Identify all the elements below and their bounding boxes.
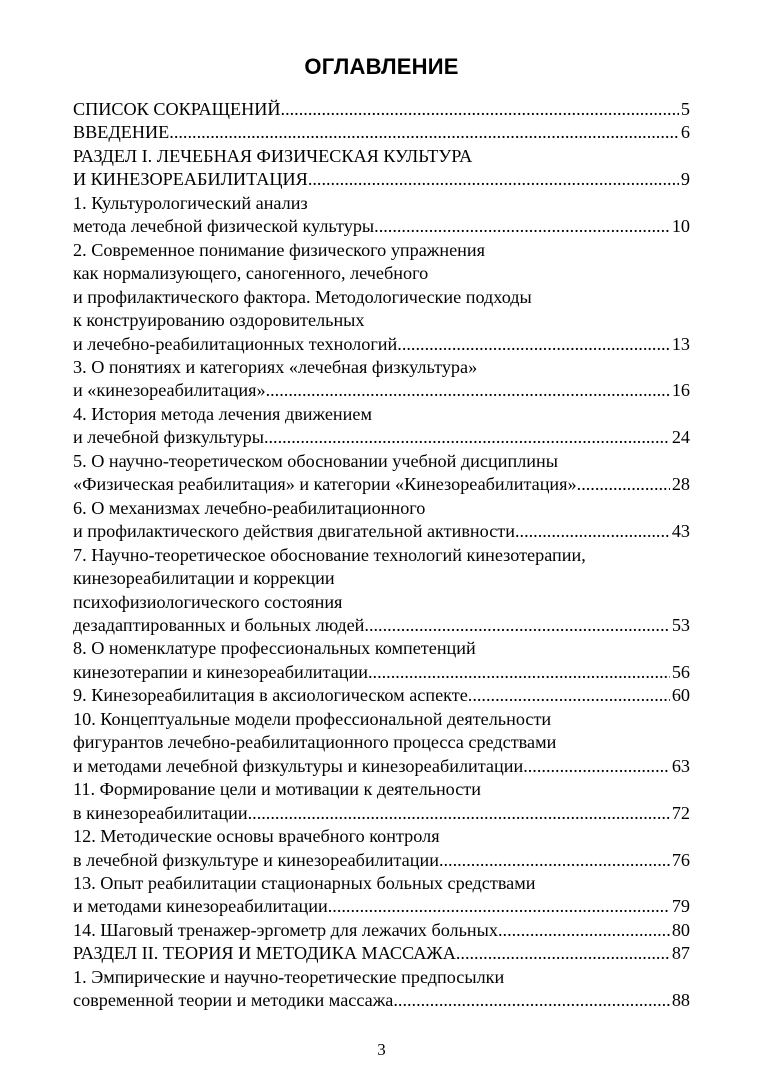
toc-page-number: 10 [671, 216, 690, 237]
dot-leader [468, 684, 670, 707]
toc-page-number: 56 [671, 661, 690, 682]
toc-page-number: 9 [680, 169, 690, 190]
dot-leader [169, 121, 679, 144]
toc-entry [73, 825, 690, 872]
toc-entry-line: и лечебно-реабилитационных технологий [73, 333, 398, 354]
toc-entry-line: и лечебной физкультуры [73, 427, 264, 448]
toc-page-number: 79 [671, 896, 690, 917]
dot-leader [515, 520, 670, 543]
toc-entry-line: РАЗДЕЛ I. ЛЕЧЕБНАЯ ФИЗИЧЕСКАЯ КУЛЬТУРА [73, 145, 473, 166]
toc-entry-last-line [73, 333, 690, 356]
toc-entry-last-line [73, 121, 690, 144]
toc-entry-line: 6. О механизмах лечебно-реабилитационного [73, 497, 426, 518]
toc-entry [73, 497, 690, 544]
toc-page-number: 13 [671, 333, 690, 354]
toc-page-number: 76 [671, 849, 690, 870]
page-number: 3 [377, 1040, 386, 1059]
toc-entry-last-line [73, 215, 690, 238]
dot-leader [498, 919, 670, 942]
toc-entry [73, 145, 690, 192]
toc-entry-line: к конструированию оздоровительных [73, 310, 365, 331]
toc-entry-line: И КИНЕЗОРЕАБИЛИТАЦИЯ [73, 169, 308, 190]
toc-entry-last-line [73, 168, 690, 191]
toc-entry-line: 3. О понятиях и категориях «лечебная физкультура» [73, 356, 478, 377]
toc-page-number: 53 [671, 614, 690, 635]
toc-entry-line: кинезотерапии и кинезореабилитации [73, 661, 368, 682]
toc-page-number: 43 [671, 521, 690, 542]
dot-leader [439, 849, 670, 872]
toc-entry-line: 12. Методические основы врачебного контроля [73, 826, 440, 847]
toc-entry-line: психофизиологического состояния [73, 591, 343, 612]
toc-page-number: 5 [680, 99, 690, 119]
toc-entry-last-line [73, 989, 690, 1012]
dot-leader [397, 333, 670, 356]
toc-entry-line: и «кинезореабилитация» [73, 380, 266, 401]
toc-page-number: 24 [671, 427, 690, 448]
page-title: ОГЛАВЛЕНИЕ [304, 54, 459, 79]
table-of-contents [73, 98, 690, 1013]
toc-entry [73, 450, 690, 497]
toc-entry-last-line [73, 849, 690, 872]
toc-entry-line: фигурантов лечебно-реабилитационного процесса средствами [73, 732, 557, 753]
dot-leader [266, 379, 670, 402]
toc-entry-last-line [73, 614, 690, 637]
toc-entry [73, 919, 690, 942]
toc-entry [73, 98, 690, 121]
toc-entry-line: 2. Современное понимание физического упражнения [73, 239, 486, 260]
toc-entry [73, 192, 690, 239]
toc-entry-line: 10. Концептуальные модели профессиональной деятельности [73, 708, 552, 729]
toc-entry-line: 5. О научно-теоретическом обосновании учебной дисциплины [73, 450, 558, 471]
dot-leader [523, 755, 670, 778]
toc-entry-line: 1. Культурологический анализ [73, 192, 308, 213]
toc-entry-last-line [73, 942, 690, 965]
toc-entry-line: РАЗДЕЛ II. ТЕОРИЯ И МЕТОДИКА МАССАЖА [73, 943, 456, 964]
toc-page-number: 28 [671, 474, 690, 495]
toc-entry [73, 684, 690, 707]
toc-entry-line: как нормализующего, саногенного, лечебного [73, 263, 429, 284]
toc-page-number: 16 [671, 380, 690, 401]
toc-entry-last-line [73, 520, 690, 543]
toc-entry-last-line [73, 473, 690, 496]
dot-leader [328, 895, 670, 918]
toc-entry [73, 403, 690, 450]
toc-entry-line: дезадаптированных и больных людей [73, 614, 365, 635]
toc-entry-last-line [73, 661, 690, 684]
toc-entry-line: 9. Кинезореабилитация в аксиологическом аспекте [73, 685, 468, 706]
toc-entry-line: кинезореабилитации и коррекции [73, 568, 335, 589]
toc-entry-last-line [73, 426, 690, 449]
dot-leader [393, 989, 669, 1012]
toc-entry-line: 4. История метода лечения движением [73, 403, 372, 424]
toc-entry-line: СПИСОК СОКРАЩЕНИЙ [73, 99, 281, 119]
toc-entry [73, 778, 690, 825]
toc-entry-line: ВВЕДЕНИЕ [73, 122, 170, 143]
toc-entry-line: и профилактического действия двигательной активности [73, 521, 515, 542]
dot-leader [308, 168, 679, 191]
toc-entry-last-line [73, 802, 690, 825]
dot-leader [364, 614, 669, 637]
toc-entry [73, 239, 690, 356]
toc-entry-line: в кинезореабилитации [73, 802, 248, 823]
toc-entry-last-line [73, 755, 690, 778]
toc-entry-line: 7. Научно-теоретическое обоснование технологий кинезотерапии, [73, 544, 586, 565]
toc-entry-line: и профилактического фактора. Методологические подходы [73, 286, 532, 307]
toc-page-number: 88 [671, 990, 690, 1011]
toc-entry [73, 121, 690, 144]
dot-leader [456, 942, 670, 965]
toc-page-number: 60 [671, 685, 690, 706]
dot-leader [248, 802, 670, 825]
toc-page-number: 87 [671, 943, 690, 964]
toc-entry-line: и методами кинезореабилитации [73, 896, 328, 917]
toc-entry-last-line [73, 379, 690, 402]
toc-entry-line: «Физическая реабилитация» и категории «Кинезореабилитация» [73, 474, 577, 495]
dot-leader [281, 98, 679, 121]
toc-entry [73, 966, 690, 1013]
toc-entry [73, 356, 690, 403]
toc-page-number: 80 [671, 919, 690, 940]
toc-entry-line: 8. О номенклатуре профессиональных компетенций [73, 638, 476, 659]
toc-entry-line: 13. Опыт реабилитации стационарных больных средствами [73, 872, 536, 893]
toc-entry-line: 14. Шаговый тренажер-эргометр для лежачих больных [73, 919, 498, 940]
dot-leader [577, 473, 670, 496]
toc-entry-line: в лечебной физкультуре и кинезореабилитации [73, 849, 439, 870]
toc-entry-line: 1. Эмпирические и научно-теоретические предпосылки [73, 966, 505, 987]
toc-entry [73, 872, 690, 919]
dot-leader [374, 215, 670, 238]
toc-entry-line: 11. Формирование цели и мотивации к деятельности [73, 779, 481, 800]
dot-leader [264, 426, 670, 449]
toc-page-number: 72 [671, 802, 690, 823]
toc-entry-last-line [73, 98, 690, 121]
toc-entry [73, 544, 690, 638]
toc-page-number: 63 [671, 755, 690, 776]
toc-entry-last-line [73, 684, 690, 707]
dot-leader [368, 661, 670, 684]
toc-entry [73, 942, 690, 965]
toc-entry-last-line [73, 895, 690, 918]
toc-entry-line: и методами лечебной физкультуры и кинезореабилитации [73, 755, 524, 776]
toc-entry-line: современной теории и методики массажа [73, 990, 394, 1011]
toc-entry [73, 708, 690, 778]
toc-entry [73, 637, 690, 684]
toc-entry-last-line [73, 919, 690, 942]
toc-page-number: 6 [680, 122, 690, 143]
toc-entry-line: метода лечебной физической культуры [73, 216, 375, 237]
